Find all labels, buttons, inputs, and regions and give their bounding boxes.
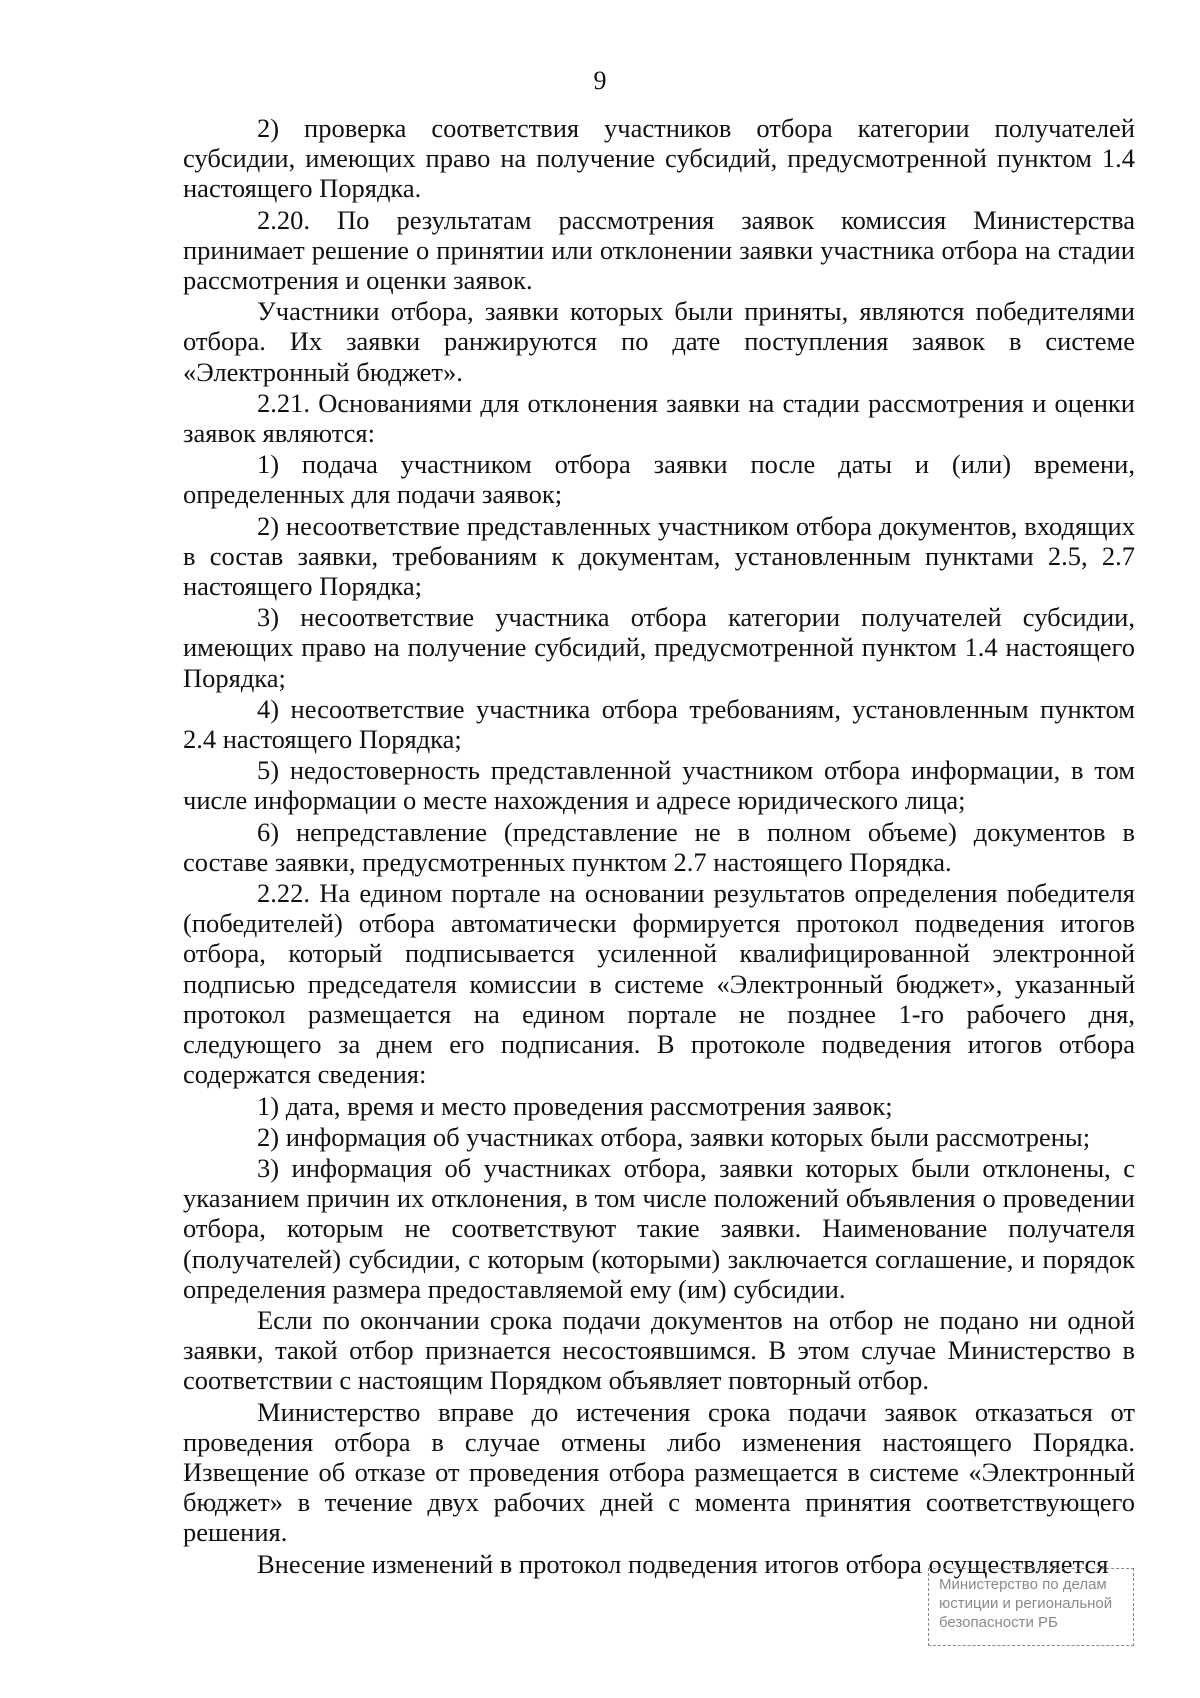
stamp-line-2: юстиции и региональной	[939, 1595, 1113, 1612]
paragraph-ministry-cancel: Министерство вправе до истечения срока подачи заявок отказаться от проведения отбора в случае отмены либо изменения настоящего Порядка. Извещение об отказе от проведения отбора размещается в системе «Электронный бюджет» в течение двух рабочих дней с момента принятия соответствующего решения.	[183, 1396, 1135, 1548]
paragraph-2-22-item-2: 2) информация об участниках отбора, заявки которых были рассмотрены;	[257, 1121, 1091, 1152]
document-body	[183, 113, 1135, 1579]
paragraph-2-item-2: 2) проверка соответствия участников отбора категории получателей субсидии, имеющих право на получение субсидий, предусмотренной пунктом 1.4 настоящего Порядка.	[183, 113, 1135, 204]
paragraph-2-21-item-3: 3) несоответствие участника отбора категории получателей субсидии, имеющих право на получение субсидий, предусмотренной пунктом 1.4 настоящего Порядка;	[183, 602, 1135, 693]
paragraph-protocol-changes: Внесение изменений в протокол подведения итогов отбора осуществляется	[257, 1548, 1109, 1579]
paragraph-2-22-item-1: 1) дата, время и место проведения рассмотрения заявок;	[257, 1090, 893, 1121]
stamp-line-3: безопасности РБ	[939, 1614, 1058, 1631]
paragraph-2-21-item-1: 1) подача участником отбора заявки после даты и (или) времени, определенных для подачи заявок;	[183, 449, 1135, 510]
paragraph-2-22-item-3: 3) информация об участниках отбора, заявки которых были отклонены, с указанием причин их отклонения, в том числе положений объявления о проведении отбора, которым не соответствуют такие заявки. Наименование получателя (получателей) субсидии, с которым (которыми) заключается соглашение, и порядок определения размера предоставляемой ему (им) субсидии.	[183, 1152, 1135, 1304]
paragraph-failed-selection: Если по окончании срока подачи документов на отбор не подано ни одной заявки, такой отбор признается несостоявшимся. В этом случае Министерство в соответствии с настоящим Порядком объявляет повторный отбор.	[183, 1304, 1135, 1396]
paragraph-2-21-item-6: 6) непредставление (представление не в полном объеме) документов в составе заявки, предусмотренных пунктом 2.7 настоящего Порядка.	[183, 816, 1135, 877]
paragraph-2-21-item-5: 5) недостоверность представленной участником отбора информации, в том числе информации о месте нахождения и адресе юридического лица;	[183, 755, 1135, 816]
paragraph-2-22: 2.22. На едином портале на основании результатов определения победителя (победителей) отбора автоматически формируется протокол подведения итогов отбора, который подписывается усиленной квалифицированной электронной подписью председателя комиссии в системе «Электронный бюджет», указанный протокол размещается на едином портале не позднее 1-го рабочего дня, следующего за днем его подписания. В протоколе подведения итогов отбора содержатся сведения:	[183, 878, 1135, 1090]
paragraph-winners: Участники отбора, заявки которых были приняты, являются победителями отбора. Их заявки ранжируются по дате поступления заявок в системе «Электронный бюджет».	[183, 296, 1135, 387]
paragraph-2-21: 2.21. Основаниями для отклонения заявки на стадии рассмотрения и оценки заявок являются:	[183, 387, 1135, 449]
stamp-line-1: Министерство по делам	[939, 1576, 1107, 1593]
paragraph-2-21-item-2: 2) несоответствие представленных участником отбора документов, входящих в состав заявки, требованиям к документам, установленным пунктами 2.5, 2.7 настоящего Порядка;	[183, 510, 1135, 602]
paragraph-2-21-item-4: 4) несоответствие участника отбора требованиям, установленным пунктом 2.4 настоящего Порядка;	[183, 693, 1135, 755]
page-number: 9	[593, 66, 607, 95]
paragraph-2-20: 2.20. По результатам рассмотрения заявок комиссия Министерства принимает решение о принятии или отклонении заявки участника отбора на стадии рассмотрения и оценки заявок.	[183, 204, 1135, 296]
registration-stamp	[928, 1568, 1134, 1646]
